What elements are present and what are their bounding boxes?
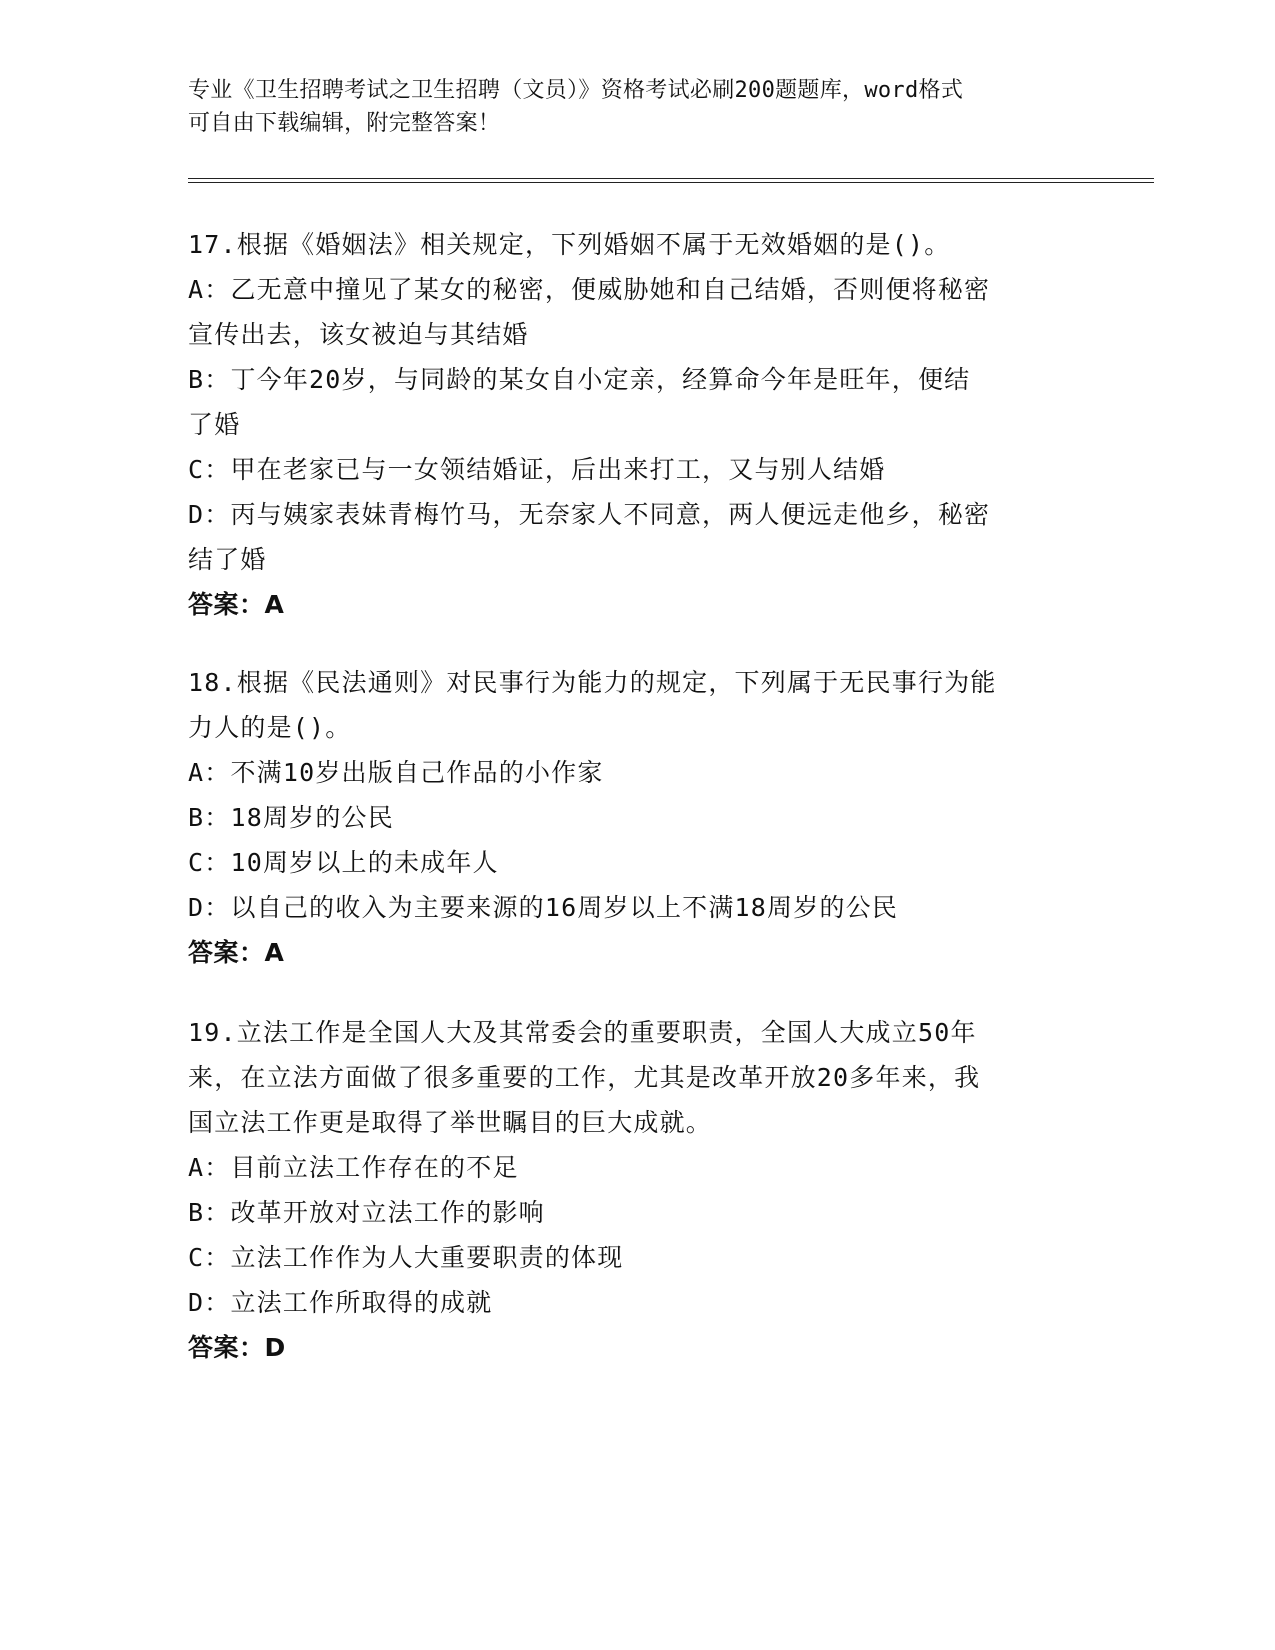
answer-label: 答案：A <box>188 938 285 967</box>
question-stem-cont: 力人的是()。 <box>188 713 352 742</box>
option-b-cont: 了婚 <box>188 410 241 439</box>
option-d: D：立法工作所取得的成就 <box>188 1288 493 1317</box>
option-d: D：丙与姨家表妹青梅竹马，无奈家人不同意，两人便远走他乡，秘密 <box>188 500 991 529</box>
option-b: B：改革开放对立法工作的影响 <box>188 1198 545 1227</box>
question-18 <box>188 660 1088 975</box>
option-c: C：甲在老家已与一女领结婚证，后出来打工，又与别人结婚 <box>188 455 886 484</box>
answer-label: 答案：D <box>188 1333 286 1362</box>
option-a: A：目前立法工作存在的不足 <box>188 1153 519 1182</box>
header-divider <box>188 178 1154 183</box>
answer-label: 答案：A <box>188 590 285 619</box>
option-c: C：10周岁以上的未成年人 <box>188 848 499 877</box>
option-c: C：立法工作作为人大重要职责的体现 <box>188 1243 624 1272</box>
header-line: 可自由下载编辑，附完整答案！ <box>188 111 501 136</box>
option-b: B：18周岁的公民 <box>188 803 394 832</box>
question-stem-cont: 来，在立法方面做了很多重要的工作，尤其是改革开放20多年来，我 <box>188 1063 981 1092</box>
question-stem: 17.根据《婚姻法》相关规定，下列婚姻不属于无效婚姻的是()。 <box>188 230 951 259</box>
question-stem-cont: 国立法工作更是取得了举世瞩目的巨大成就。 <box>188 1108 713 1137</box>
question-stem: 19.立法工作是全国人大及其常委会的重要职责，全国人大成立50年 <box>188 1018 977 1047</box>
header-line: 专业《卫生招聘考试之卫生招聘（文员）》资格考试必刷200题题库，word格式 <box>188 78 964 103</box>
option-a: A：乙无意中撞见了某女的秘密，便威胁她和自己结婚，否则便将秘密 <box>188 275 991 304</box>
question-17 <box>188 222 1088 627</box>
question-19 <box>188 1010 1088 1370</box>
option-a: A：不满10岁出版自己作品的小作家 <box>188 758 604 787</box>
option-d-cont: 结了婚 <box>188 545 267 574</box>
header-note <box>188 74 1088 140</box>
option-a-cont: 宣传出去，该女被迫与其结婚 <box>188 320 529 349</box>
question-stem: 18.根据《民法通则》对民事行为能力的规定，下列属于无民事行为能 <box>188 668 997 697</box>
option-b: B：丁今年20岁，与同龄的某女自小定亲，经算命今年是旺年，便结 <box>188 365 971 394</box>
option-d: D：以自己的收入为主要来源的16周岁以上不满18周岁的公民 <box>188 893 899 922</box>
